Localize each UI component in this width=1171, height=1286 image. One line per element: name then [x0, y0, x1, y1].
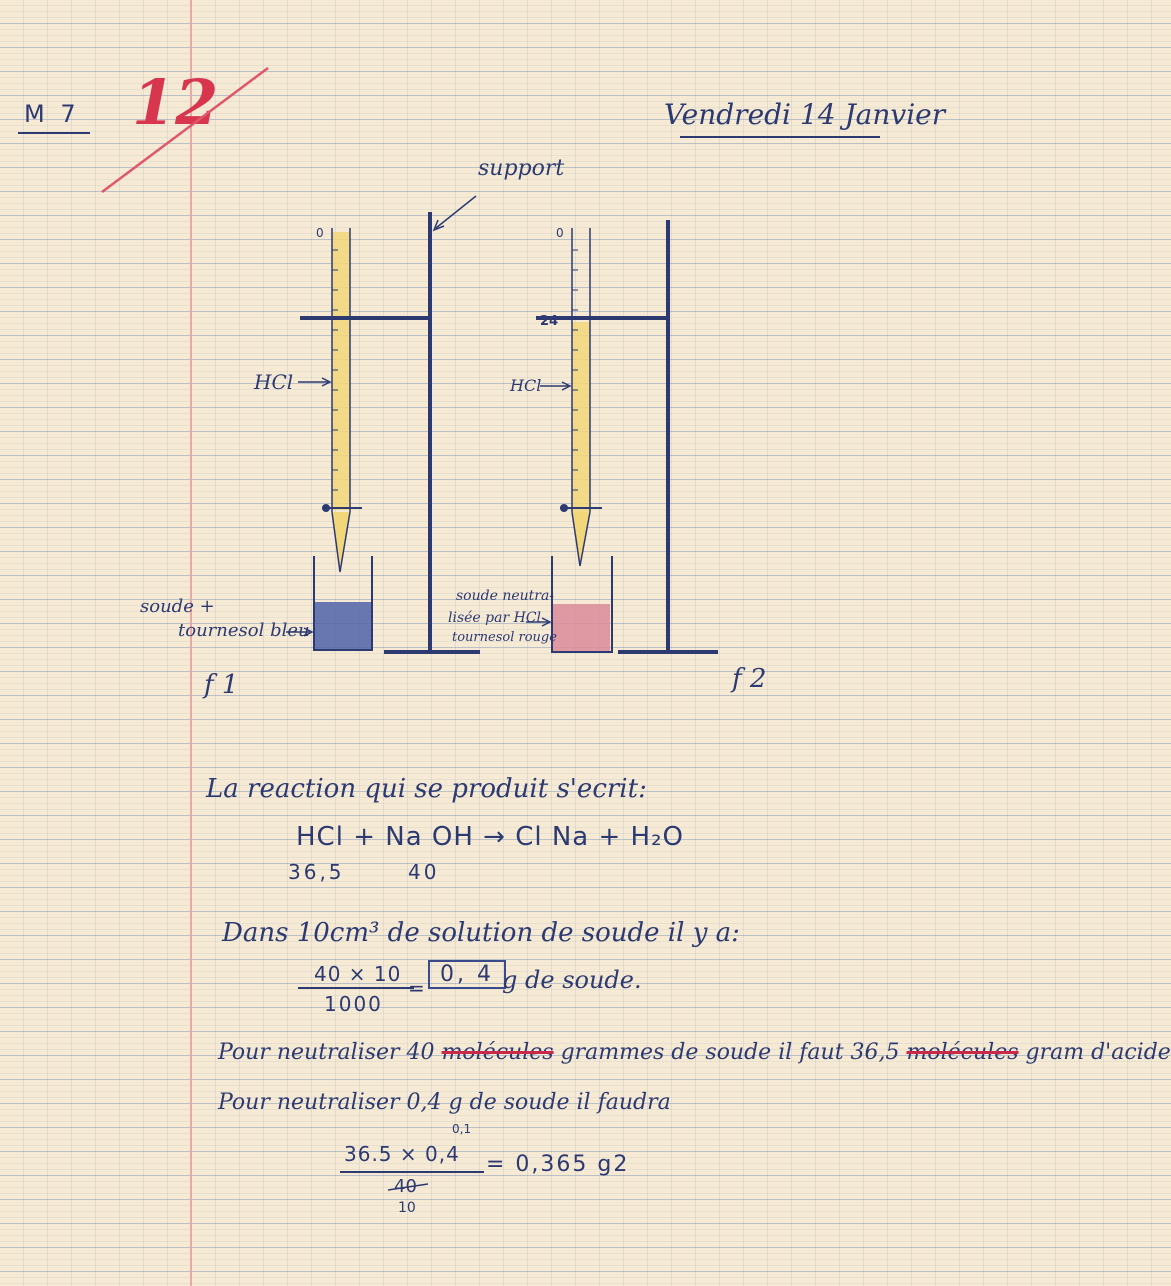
burette-reading: 24 [540, 314, 559, 329]
neutralize1-part-a: Pour neutraliser 40 [218, 1040, 435, 1065]
calc1-denominator: 1000 [324, 992, 383, 1016]
notebook-code: M 7 [24, 100, 80, 128]
burette-zero-right: 0 [556, 226, 564, 240]
calc2-small-note: 0,1 [452, 1122, 472, 1136]
burette-right [560, 228, 602, 566]
figure-label-2: f 2 [732, 664, 767, 694]
burette-zero-left: 0 [316, 226, 324, 240]
neutralize1-struck-2: molécules [906, 1040, 1019, 1065]
beaker-right [552, 556, 612, 652]
support-label: support [478, 156, 565, 181]
calc1-unit: g de soude. [502, 966, 642, 994]
calc2-result: = 0,365 g2 [486, 1152, 630, 1177]
acid-label-left: HCl [254, 370, 294, 394]
beaker-left [314, 556, 372, 650]
right-beaker-label-1: soude neutra- [456, 588, 555, 604]
figure-label-1: f 1 [204, 670, 239, 700]
support-stand-left [300, 212, 480, 652]
chemical-equation: HCl + Na OH → Cl Na + H₂O [296, 822, 684, 852]
calc2-denominator: 10 [398, 1200, 416, 1216]
acid-label-right: HCl [510, 376, 542, 395]
calc1-numerator: 40 × 10 [314, 962, 402, 986]
neutralize1-part-c: gram d'acide [1025, 1040, 1171, 1065]
left-beaker-label-1: soude + [140, 596, 215, 617]
support-stand-right [536, 220, 718, 652]
arrow-support [436, 196, 476, 228]
right-beaker-label-3: tournesol rouge [452, 630, 557, 645]
neutralize-line-1 [218, 1040, 1171, 1065]
molar-mass-hcl: 36,5 [288, 860, 345, 884]
grade-slash [102, 68, 268, 192]
calc2-numerator: 36.5 × 0,4 [344, 1142, 460, 1166]
molar-mass-naoh: 40 [408, 860, 440, 884]
calc2-denominator-struck: 40 [394, 1176, 417, 1197]
grade-mark: 12 [132, 66, 219, 139]
neutralize-line-2: Pour neutraliser 0,4 g de soude il faudra [218, 1090, 671, 1115]
solution-line: Dans 10cm³ de solution de soude il y a: [222, 918, 740, 948]
calc1-equals: = [408, 976, 425, 1000]
neutralize1-struck-1: molécules [441, 1040, 554, 1065]
burette-left [322, 228, 362, 572]
left-beaker-label-2: tournesol bleu [178, 620, 310, 641]
calc1-result-box: 0, 4 [428, 960, 506, 989]
date-heading: Vendredi 14 Janvier [664, 98, 946, 131]
neutralize1-part-b: grammes de soude il faut 36,5 [560, 1040, 900, 1065]
right-beaker-label-2: lisée par HCl [448, 610, 542, 626]
reaction-intro: La reaction qui se produit s'ecrit: [206, 774, 647, 804]
